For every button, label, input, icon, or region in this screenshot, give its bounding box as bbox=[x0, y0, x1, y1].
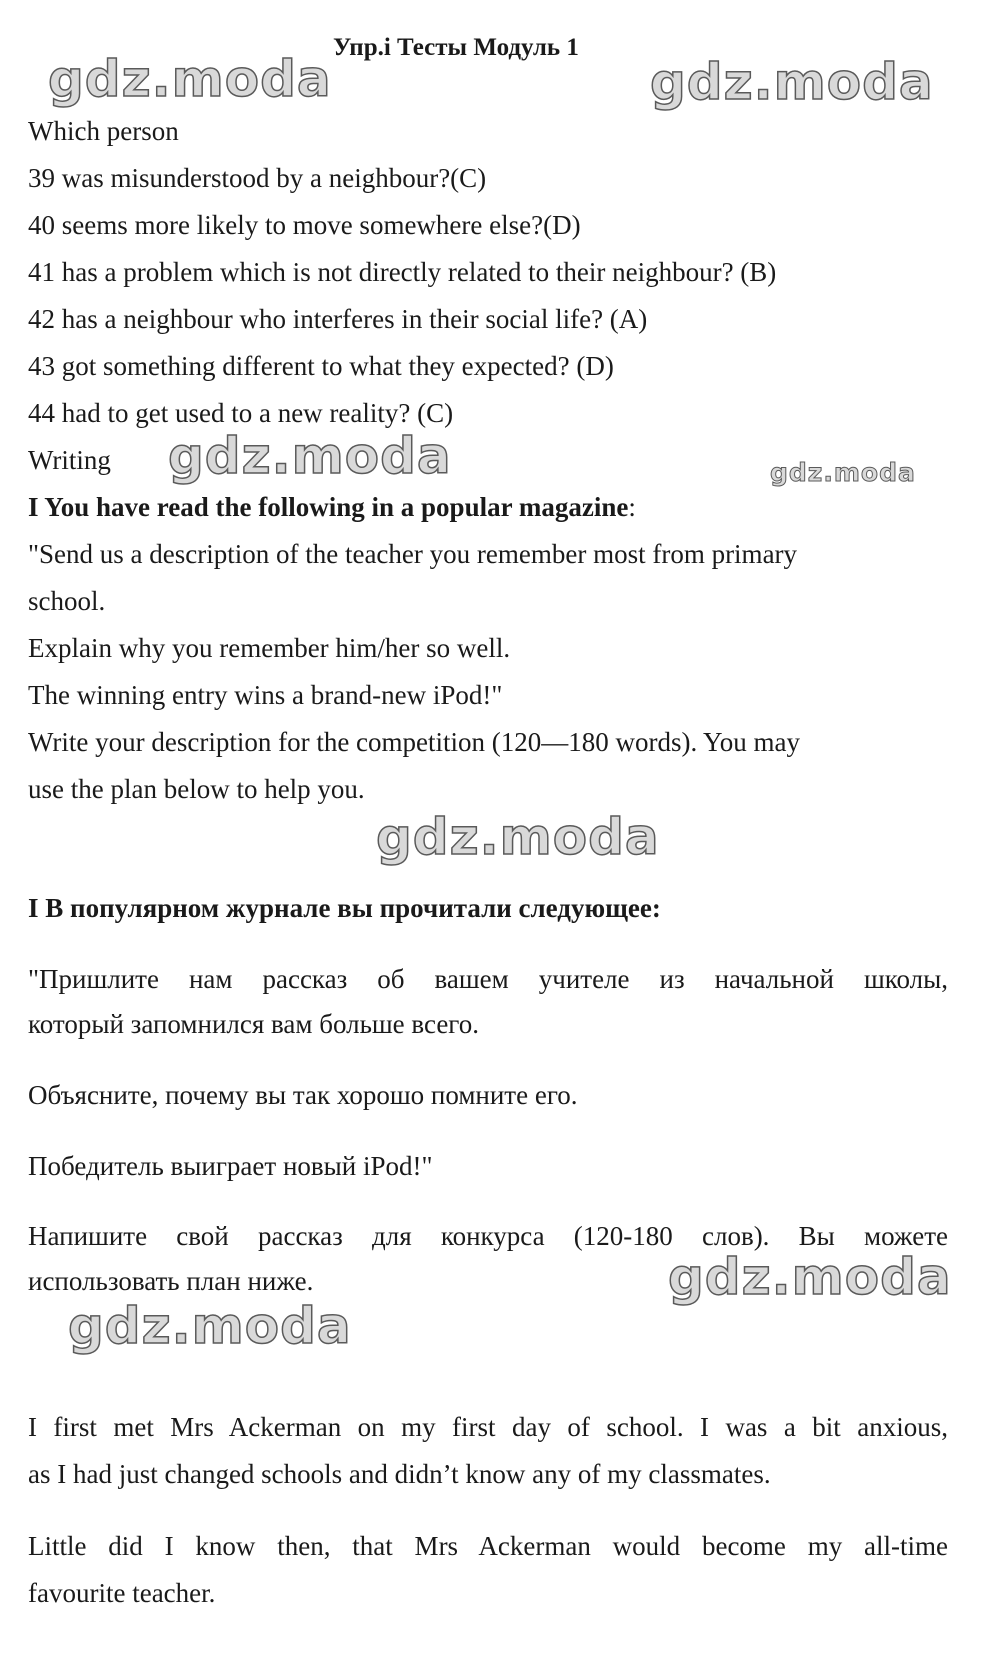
translation-paragraph-line: Напишите свой рассказ для конкурса (120-180 слов). Вы можете bbox=[28, 1221, 948, 1251]
page-title: Упр.i Тесты Модуль 1 bbox=[333, 34, 579, 61]
watermark: gdz.moda bbox=[770, 458, 916, 487]
translation-paragraph-line: использовать план ниже. bbox=[28, 1266, 314, 1296]
watermark: gdz.moda bbox=[68, 1297, 352, 1355]
questions-intro: Which person bbox=[28, 116, 179, 146]
answer-paragraph-line: Little did I know then, that Mrs Ackerman would become my all-time bbox=[28, 1531, 948, 1561]
translation-paragraph: Победитель выиграет новый iPod!" bbox=[28, 1151, 433, 1181]
writing-task-line: use the plan below to help you. bbox=[28, 774, 365, 804]
watermark: gdz.moda bbox=[168, 427, 452, 485]
watermark: gdz.moda bbox=[376, 808, 660, 866]
question-item: 43 got something different to what they expected? (D) bbox=[28, 351, 614, 381]
writing-task-title bbox=[28, 490, 636, 524]
watermark: gdz.moda bbox=[48, 50, 332, 108]
writing-task-line: school. bbox=[28, 586, 106, 616]
writing-task-title-text: I You have read the following in a popular magazine bbox=[28, 492, 629, 522]
translation-paragraph-line: "Пришлите нам рассказ об вашем учителе из начальной школы, bbox=[28, 964, 948, 994]
writing-task-line: Explain why you remember him/her so well. bbox=[28, 633, 511, 663]
question-item: 41 has a problem which is not directly related to their neighbour? (B) bbox=[28, 257, 777, 287]
translation-paragraph: Объясните, почему вы так хорошо помните его. bbox=[28, 1080, 578, 1110]
translation-paragraph-line: который запомнился вам больше всего. bbox=[28, 1009, 479, 1039]
watermark: gdz.moda bbox=[650, 53, 934, 111]
writing-task-line: "Send us a description of the teacher you remember most from primary bbox=[28, 539, 798, 569]
answer-paragraph-line: as I had just changed schools and didn’t know any of my classmates. bbox=[28, 1459, 771, 1489]
watermark: gdz.moda bbox=[668, 1248, 952, 1306]
translation-title: I В популярном журнале вы прочитали следующее: bbox=[28, 893, 661, 923]
question-item: 40 seems more likely to move somewhere else?(D) bbox=[28, 210, 581, 240]
answer-paragraph-line: favourite teacher. bbox=[28, 1578, 216, 1608]
writing-task-title-colon: : bbox=[628, 492, 636, 522]
writing-task-line: The winning entry wins a brand-new iPod!" bbox=[28, 680, 503, 710]
writing-heading: Writing bbox=[28, 445, 111, 475]
answer-paragraph-line: I first met Mrs Ackerman on my first day of school. I was a bit anxious, bbox=[28, 1412, 948, 1442]
writing-task-line: Write your description for the competition (120—180 words). You may bbox=[28, 727, 801, 757]
question-item: 39 was misunderstood by a neighbour?(C) bbox=[28, 163, 487, 193]
question-item: 44 had to get used to a new reality? (C) bbox=[28, 398, 454, 428]
question-item: 42 has a neighbour who interferes in their social life? (A) bbox=[28, 304, 648, 334]
